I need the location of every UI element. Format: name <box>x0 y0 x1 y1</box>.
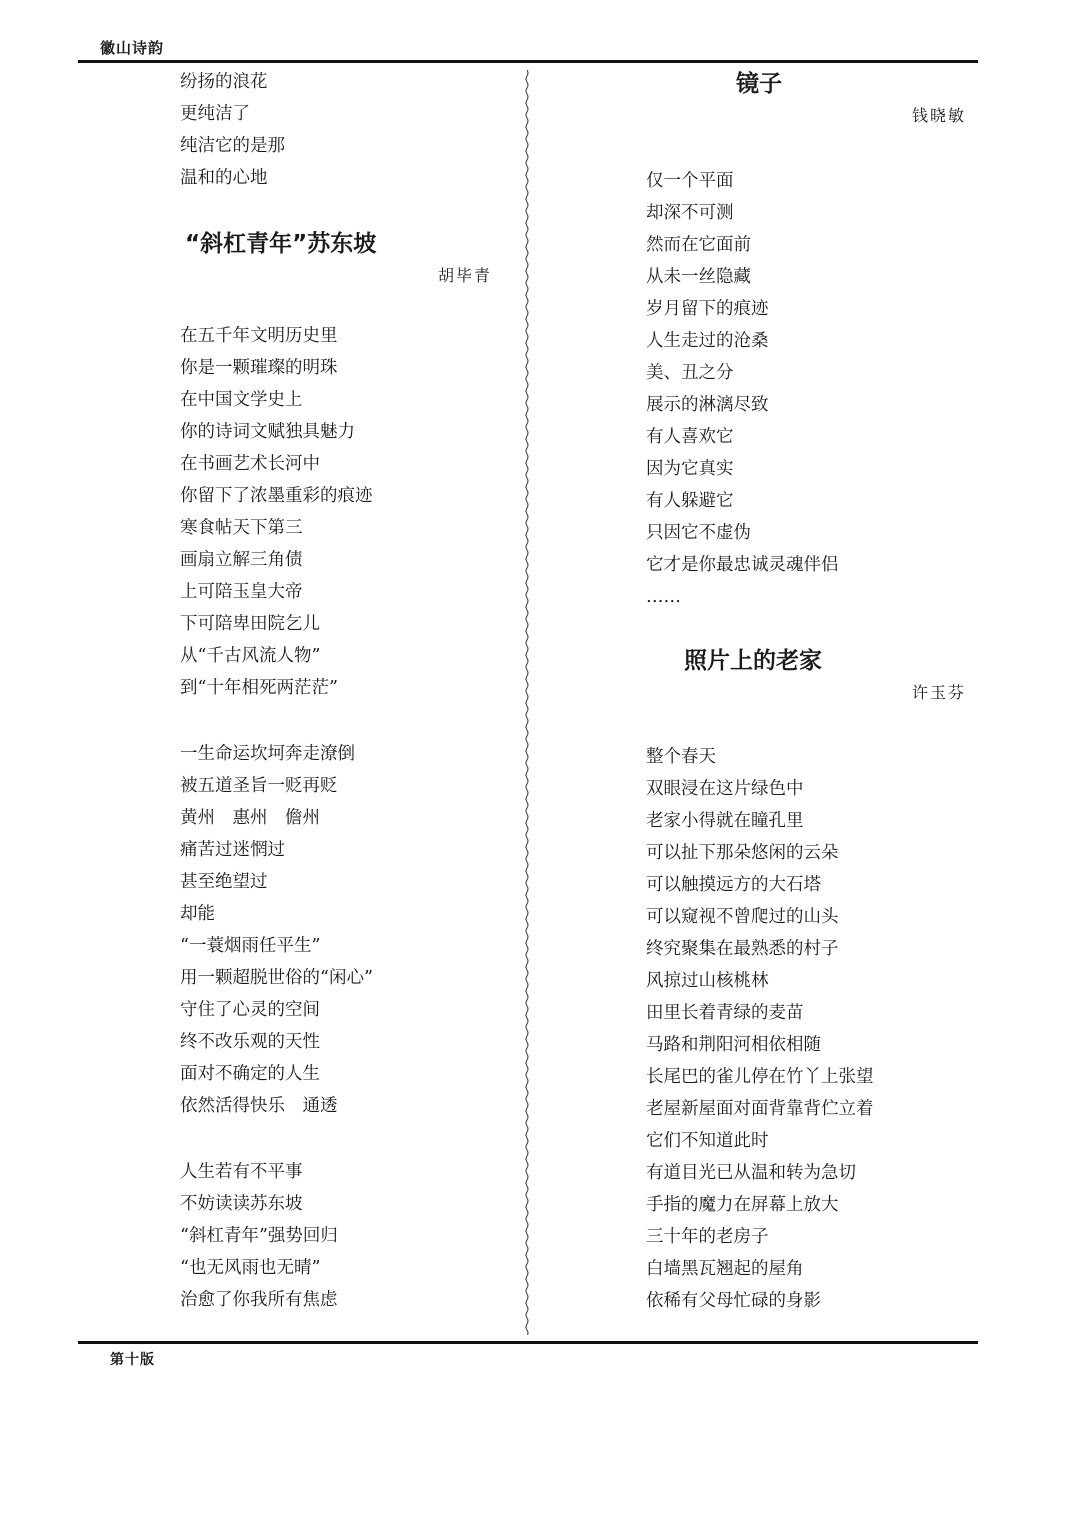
stanza <box>646 741 966 1317</box>
poem-line: 手指的魔力在屏幕上放大 <box>646 1195 839 1215</box>
poem-line: 它们不知道此时 <box>646 1131 769 1151</box>
poem-line: 风掠过山核桃林 <box>646 971 769 991</box>
poem-line: 寒食帖天下第三 <box>180 518 303 538</box>
poem-line: 依然活得快乐 通透 <box>180 1096 338 1116</box>
header-title: 徽山诗韵 <box>100 39 165 57</box>
poem-line: 被五道圣旨一贬再贬 <box>180 776 338 796</box>
poem-author: 胡毕青 <box>437 266 492 285</box>
poem-line: 然而在它面前 <box>646 235 751 255</box>
right-column <box>646 66 966 1317</box>
poem-line: 到“十年相死两茫茫” <box>180 678 338 698</box>
poem-line: 双眼浸在这片绿色中 <box>646 779 804 799</box>
poem-line: 可以触摸远方的大石塔 <box>646 875 821 895</box>
poem-line: 马路和荆阳河相依相随 <box>646 1035 821 1055</box>
poem-line: 在五千年文明历史里 <box>180 326 338 346</box>
poem-line: 温和的心地 <box>180 168 268 188</box>
poem-line: 只因它不虚伪 <box>646 523 751 543</box>
poem-title: 镜子 <box>736 71 782 97</box>
poem-line: 仅一个平面 <box>646 171 734 191</box>
poem-line: 终究聚集在最熟悉的村子 <box>646 939 839 959</box>
poem-line: 黄州 惠州 儋州 <box>180 808 320 828</box>
poem-line: 画扇立解三角债 <box>180 550 303 570</box>
poem-line: 一生命运坎坷奔走潦倒 <box>180 744 355 764</box>
poem-line: 老家小得就在瞳孔里 <box>646 811 804 831</box>
poem-line: 甚至绝望过 <box>180 872 268 892</box>
poem-line: 老屋新屋面对面背靠背伫立着 <box>646 1099 874 1119</box>
poem-line: 岁月留下的痕迹 <box>646 299 769 319</box>
poem-line: 纷扬的浪花 <box>180 72 268 92</box>
poem-line: 从“千古风流人物” <box>180 646 321 666</box>
poem-author: 许玉芬 <box>911 683 966 702</box>
poem-title: 照片上的老家 <box>684 648 822 674</box>
poem-line: 更纯洁了 <box>180 104 250 124</box>
poem-author: 钱晓敏 <box>911 106 966 125</box>
stanza <box>180 1156 500 1316</box>
poem-line: 有道目光已从温和转为急切 <box>646 1163 856 1183</box>
poem-line: “斜杠青年”强势回归 <box>180 1226 338 1246</box>
poem-line: 可以扯下那朵悠闲的云朵 <box>646 843 839 863</box>
continuation-block <box>180 66 500 194</box>
poem-line: 有人喜欢它 <box>646 427 734 447</box>
poem-line: 治愈了你我所有焦虑 <box>180 1290 338 1310</box>
footer-rule <box>78 1341 978 1344</box>
poem-line: 不妨读读苏东坡 <box>180 1194 303 1214</box>
poem-line: …… <box>646 587 681 607</box>
poem-line: 整个春天 <box>646 747 716 767</box>
poem-line: 守住了心灵的空间 <box>180 1000 320 1020</box>
poem-line: 依稀有父母忙碌的身影 <box>646 1291 821 1311</box>
poem-line: 却能 <box>180 904 215 924</box>
poem-line: 因为它真实 <box>646 459 734 479</box>
poem-line: “也无风雨也无晴” <box>180 1258 321 1278</box>
stanza <box>646 165 966 613</box>
poem-line: 展示的淋漓尽致 <box>646 395 769 415</box>
page-number: 第十版 <box>110 1352 155 1368</box>
poem-line: 田里长着青绿的麦苗 <box>646 1003 804 1023</box>
poem-line: 你留下了浓墨重彩的痕迹 <box>180 486 373 506</box>
poem-line: 你的诗词文赋独具魅力 <box>180 422 355 442</box>
poem-line: 痛苦过迷惘过 <box>180 840 285 860</box>
poem-line: 你是一颗璀璨的明珠 <box>180 358 338 378</box>
poem-line: 可以窥视不曾爬过的山头 <box>646 907 839 927</box>
poem-line: 在中国文学史上 <box>180 390 303 410</box>
poem-title: “斜杠青年”苏东坡 <box>185 231 377 257</box>
poem-line: 下可陪卑田院乞儿 <box>180 614 320 634</box>
poem-line: “一蓑烟雨任平生” <box>180 936 321 956</box>
poem-line: 人生走过的沧桑 <box>646 331 769 351</box>
poem-line: 面对不确定的人生 <box>180 1064 320 1084</box>
poem-line: 长尾巴的雀儿停在竹丫上张望 <box>646 1067 874 1087</box>
poem-line: 白墙黑瓦翘起的屋角 <box>646 1259 804 1279</box>
poem-line: 上可陪玉皇大帝 <box>180 582 303 602</box>
poem-line: 它才是你最忠诚灵魂伴侣 <box>646 555 839 575</box>
left-column <box>180 66 500 1316</box>
poem-line: 三十年的老房子 <box>646 1227 769 1247</box>
poem-line: 美、丑之分 <box>646 363 734 383</box>
poem-line: 纯洁它的是那 <box>180 136 285 156</box>
poem-line: 有人躲避它 <box>646 491 734 511</box>
poem-line: 在书画艺术长河中 <box>180 454 320 474</box>
poem-line: 从未一丝隐藏 <box>646 267 751 287</box>
column-divider <box>519 70 535 1335</box>
stanza <box>180 738 500 1122</box>
stanza <box>180 320 500 704</box>
poem-line: 人生若有不平事 <box>180 1162 303 1182</box>
poem-line: 用一颗超脱世俗的“闲心” <box>180 968 373 988</box>
poem-line: 终不改乐观的天性 <box>180 1032 320 1052</box>
header-rule <box>78 60 978 63</box>
poem-line: 却深不可测 <box>646 203 734 223</box>
